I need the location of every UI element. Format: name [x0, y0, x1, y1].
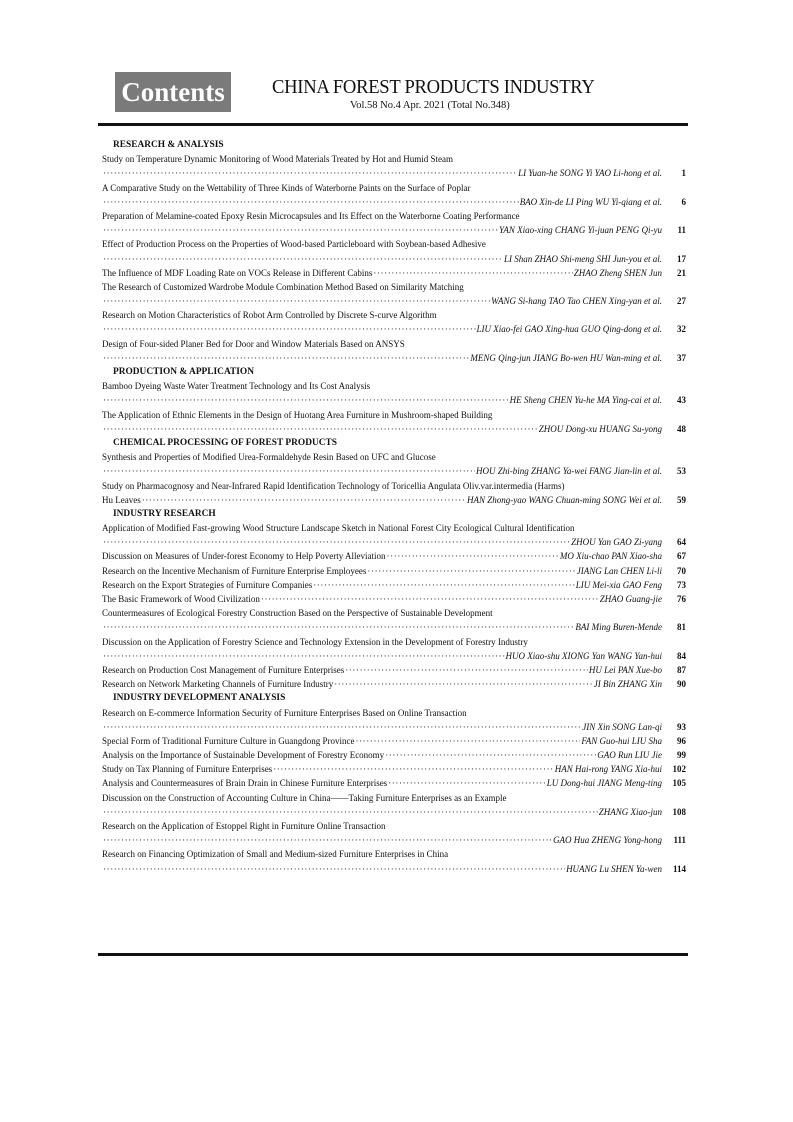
article-title: Research on E-commerce Information Security of Furniture Enterprises Based on Online Transaction: [102, 707, 467, 718]
article-title: Special Form of Traditional Furniture Culture in Guangdong Province: [102, 735, 355, 746]
article-title: Analysis on the Importance of Sustainable Development of Forestry Economy: [102, 750, 385, 761]
entry-row: [102, 592, 686, 606]
article-authors: HE Sheng CHEN Yu-he MA Ying-cai et al.: [509, 395, 662, 406]
entry-row: [102, 776, 686, 790]
toc-entry[interactable]: [102, 791, 686, 819]
toc-entry[interactable]: [102, 549, 686, 563]
article-authors: WANG Si-hang TAO Tao CHEN Xing-yan et al.: [491, 296, 662, 307]
entry-row: [102, 762, 686, 776]
toc-entry[interactable]: [102, 578, 686, 592]
toc-entry[interactable]: [102, 266, 686, 280]
page-number: 1: [681, 168, 686, 179]
article-title: Study on Tax Planning of Furniture Enterprises: [102, 764, 273, 775]
article-authors: BAO Xin-de LI Ping WU Yi-qiang et al.: [519, 196, 662, 207]
article-authors: HOU Zhi-bing ZHANG Ya-wei FANG Jian-lin et al.: [475, 466, 662, 477]
article-title: Study on Pharmacognosy and Near-Infrared Rapid Identification Technology of Toricellia Angulata Oliv.var.intermedia (Harms): [102, 480, 565, 491]
entry-row: [102, 166, 686, 180]
toc-entry[interactable]: [102, 209, 686, 237]
entry-row: [102, 393, 686, 407]
article-title-continuation: Hu Leaves: [102, 494, 141, 505]
page-number: 17: [677, 253, 686, 264]
article-authors: HU Lei PAN Xue-bo: [588, 664, 662, 675]
leader-dots: [313, 578, 575, 592]
article-title: Bamboo Dyeing Waste Water Treatment Technology and Its Cost Analysis: [102, 381, 371, 392]
section-heading: RESEARCH & ANALYSIS: [113, 140, 224, 150]
leader-dots: [103, 294, 490, 308]
toc-entry[interactable]: [102, 408, 686, 436]
article-title: Design of Four-sided Planer Bed for Door and Window Materials Based on ANSYS: [102, 338, 405, 349]
article-title: Analysis and Countermeasures of Brain Drain in Chinese Furniture Enterprises: [102, 778, 388, 789]
leader-dots: [103, 322, 476, 336]
article-authors: ZHANG Xiao-jun: [598, 806, 662, 817]
entry-row: [102, 720, 686, 734]
toc-entry[interactable]: [102, 521, 686, 549]
page-number: 93: [677, 721, 686, 732]
article-title: Research on the Incentive Mechanism of Furniture Enterprise Employees: [102, 565, 367, 576]
toc-entry[interactable]: [102, 479, 686, 507]
article-title: Discussion on the Construction of Accounting Culture in China——Taking Furniture Enterprises as an Example: [102, 792, 507, 803]
leader-dots: [103, 535, 570, 549]
page-number: 70: [677, 565, 686, 576]
toc-entry[interactable]: [102, 308, 686, 336]
article-title: The Application of Ethnic Elements in the Design of Huotang Area Furniture in Mushroom-shaped Building: [102, 409, 493, 420]
leader-dots: [103, 620, 574, 634]
page-number: 27: [677, 296, 686, 307]
contents-badge: Contents: [115, 72, 231, 112]
page-number: 6: [681, 196, 686, 207]
entry-row: [102, 252, 686, 266]
article-authors: LI Shan ZHAO Shi-meng SHI Jun-you et al.: [504, 253, 662, 264]
bottom-rule: [98, 953, 688, 956]
article-authors: BAI Ming Buren-Mende: [575, 622, 662, 633]
page-number: 90: [677, 679, 686, 690]
entry-row: [102, 266, 686, 280]
leader-dots: [103, 464, 475, 478]
article-authors: GAO Hua ZHENG Yong-hong: [553, 835, 662, 846]
article-title: The Influence of MDF Loading Rate on VOCs Release in Different Cabins: [102, 267, 373, 278]
page-number: 99: [677, 750, 686, 761]
article-authors: MO Xiu-chao PAN Xiao-sha: [559, 551, 662, 562]
entry-row: [102, 549, 686, 563]
leader-dots: [345, 663, 588, 677]
article-authors: JI Bin ZHANG Xin: [593, 679, 662, 690]
article-authors: ZHOU Dong-xu HUANG Su-yong: [538, 423, 662, 434]
article-authors: GAO Run LIU Jie: [597, 750, 662, 761]
entry-row: [102, 493, 686, 507]
article-title: The Research of Customized Wardrobe Module Combination Method Based on Similarity Matching: [102, 281, 464, 292]
leader-dots: [103, 422, 538, 436]
entry-row: [102, 649, 686, 663]
journal-title: CHINA FOREST PRODUCTS INDUSTRY: [272, 76, 595, 98]
article-authors: LIU Mei-xia GAO Feng: [575, 579, 662, 590]
article-title: Research on Network Marketing Channels of Furniture Industry: [102, 679, 334, 690]
entry-row: [102, 535, 686, 549]
toc-entry[interactable]: [102, 152, 686, 180]
toc-entry[interactable]: [102, 847, 686, 875]
page-number: 67: [677, 551, 686, 562]
page-number: 84: [677, 650, 686, 661]
toc-entry[interactable]: [102, 280, 686, 308]
article-authors: FAN Guo-hui LIU Sha: [581, 735, 662, 746]
toc-entry[interactable]: [102, 450, 686, 478]
page-number: 102: [672, 764, 686, 775]
toc-entry[interactable]: [102, 337, 686, 365]
entry-row: [102, 564, 686, 578]
toc-entry[interactable]: [102, 677, 686, 691]
article-title: Discussion on the Application of Forestry Science and Technology Extension in the Development of Forestry Industry: [102, 636, 528, 647]
entry-row: [102, 322, 686, 336]
leader-dots: [103, 393, 509, 407]
page-number: 105: [672, 778, 686, 789]
page-number: 64: [677, 537, 686, 548]
entry-row: [102, 805, 686, 819]
entry-row: [102, 677, 686, 691]
article-authors: YAN Xiao-xing CHANG Yi-juan PENG Qi-yu: [499, 225, 662, 236]
toc-entry[interactable]: [102, 663, 686, 677]
leader-dots: [142, 493, 466, 507]
entry-row: [102, 862, 686, 876]
article-authors: HAN Zhong-yao WANG Chuan-ming SONG Wei et al.: [466, 494, 662, 505]
page-number: 37: [677, 352, 686, 363]
page-number: 87: [677, 664, 686, 675]
leader-dots: [103, 195, 519, 209]
entry-row: [102, 223, 686, 237]
page-number: 43: [677, 395, 686, 406]
toc-entry[interactable]: [102, 748, 686, 762]
leader-dots: [103, 833, 552, 847]
toc-entry[interactable]: [102, 181, 686, 209]
article-authors: ZHAO Guang-jie: [599, 594, 662, 604]
entry-row: [102, 195, 686, 209]
article-authors: LI Yuan-he SONG Yi YAO Li-hong et al.: [518, 168, 662, 179]
toc-entry[interactable]: [102, 564, 686, 578]
leader-dots: [373, 266, 572, 280]
leader-dots: [261, 592, 599, 606]
page-number: 96: [677, 735, 686, 746]
article-title: A Comparative Study on the Wettability of Three Kinds of Waterborne Paints on the Surface of Poplar: [102, 182, 471, 193]
leader-dots: [388, 776, 546, 790]
article-authors: ZHOU Yan GAO Zi-yang: [571, 537, 662, 548]
toc-entry[interactable]: [102, 237, 686, 265]
toc-entry[interactable]: [102, 635, 686, 663]
entry-row: [102, 578, 686, 592]
article-title: Study on Temperature Dynamic Monitoring of Wood Materials Treated by Hot and Humid Steam: [102, 154, 454, 165]
page-number: 32: [677, 324, 686, 335]
leader-dots: [355, 734, 580, 748]
article-title: Research on Financing Optimization of Small and Medium-sized Furniture Enterprises in China: [102, 849, 449, 860]
table-of-contents: [102, 138, 686, 876]
article-authors: HUANG Lu SHEN Ya-wen: [566, 863, 662, 874]
leader-dots: [385, 748, 596, 762]
entry-row: [102, 833, 686, 847]
toc-entry[interactable]: [102, 706, 686, 734]
leader-dots: [273, 762, 554, 776]
article-authors: HUO Xiao-shu XIONG Yan WANG Yan-hui: [505, 650, 662, 661]
page-number: 76: [677, 594, 686, 604]
article-title: Preparation of Melamine-coated Epoxy Resin Microcapsules and Its Effect on the Waterborne Coating Performance: [102, 210, 520, 221]
toc-entry[interactable]: [102, 592, 686, 606]
section-heading: CHEMICAL PROCESSING OF FOREST PRODUCTS: [113, 437, 337, 448]
page-number: 114: [672, 863, 686, 874]
article-title: Research on the Export Strategies of Furniture Companies: [102, 579, 313, 590]
entry-row: [102, 294, 686, 308]
article-authors: MENG Qing-jun JIANG Bo-wen HU Wan-ming et al.: [470, 352, 662, 363]
article-title: Research on Production Cost Management of Furniture Enterprises: [102, 664, 345, 675]
toc-entry[interactable]: [102, 762, 686, 776]
page-number: 108: [672, 806, 686, 817]
toc-entry[interactable]: [102, 379, 686, 407]
leader-dots: [103, 166, 517, 180]
article-authors: LU Dong-hui JIANG Meng-ting: [546, 778, 662, 789]
issue-info: Vol.58 No.4 Apr. 2021 (Total No.348): [350, 100, 510, 111]
article-title: Effect of Production Process on the Properties of Wood-based Particleboard with Soybean-based Adhesive: [102, 239, 486, 250]
article-authors: JIN Xin SONG Lan-qi: [582, 721, 662, 732]
article-title: Synthesis and Properties of Modified Urea-Formaldehyde Resin Based on UFC and Glucose: [102, 452, 436, 463]
toc-entry[interactable]: [102, 734, 686, 748]
page-number: 48: [677, 423, 686, 434]
toc-entry[interactable]: [102, 819, 686, 847]
section-heading: PRODUCTION & APPLICATION: [113, 367, 254, 377]
entry-row: [102, 748, 686, 762]
leader-dots: [103, 351, 469, 365]
article-title: Discussion on Measures of Under-forest Economy to Help Poverty Alleviation: [102, 551, 386, 562]
entry-row: [102, 663, 686, 677]
page-number: 81: [677, 622, 686, 633]
page-number: 11: [677, 225, 686, 236]
article-title: Countermeasures of Ecological Forestry Construction Based on the Perspective of Sustainable Development: [102, 608, 493, 619]
page-number: 73: [677, 579, 686, 590]
page-number: 53: [677, 466, 686, 477]
leader-dots: [103, 720, 581, 734]
leader-dots: [367, 564, 575, 578]
entry-row: [102, 422, 686, 436]
leader-dots: [387, 549, 559, 563]
page-number: 111: [673, 835, 686, 846]
page-number: 21: [677, 267, 686, 278]
article-authors: JIANG Lan CHEN Li-li: [576, 565, 662, 576]
leader-dots: [334, 677, 593, 691]
entry-row: [102, 464, 686, 478]
leader-dots: [103, 252, 503, 266]
entry-row: [102, 620, 686, 634]
entry-row: [102, 734, 686, 748]
leader-dots: [103, 223, 498, 237]
entry-row: [102, 351, 686, 365]
section-heading: INDUSTRY DEVELOPMENT ANALYSIS: [113, 693, 286, 704]
leader-dots: [103, 862, 565, 876]
article-title: Research on Motion Characteristics of Robot Arm Controlled by Discrete S-curve Algorithm: [102, 310, 437, 321]
toc-entry[interactable]: [102, 606, 686, 634]
article-title: Research on the Application of Estoppel Right in Furniture Online Transaction: [102, 821, 386, 831]
article-authors: HAN Hai-rong YANG Xia-hui: [554, 764, 662, 775]
article-authors: LIU Xiao-fei GAO Xing-hua GUO Qing-dong et al.: [476, 324, 662, 335]
leader-dots: [103, 805, 598, 819]
toc-entry[interactable]: [102, 776, 686, 790]
page-number: 59: [677, 494, 686, 505]
section-heading: INDUSTRY RESEARCH: [113, 508, 216, 519]
article-authors: ZHAO Zheng SHEN Jun: [573, 267, 662, 278]
article-title: Application of Modified Fast-growing Wood Structure Landscape Sketch in National Forest City Ecological Cultural Identification: [102, 523, 575, 534]
article-title: The Basic Framework of Wood Civilization: [102, 594, 260, 604]
leader-dots: [103, 649, 505, 663]
top-rule: [98, 123, 688, 126]
